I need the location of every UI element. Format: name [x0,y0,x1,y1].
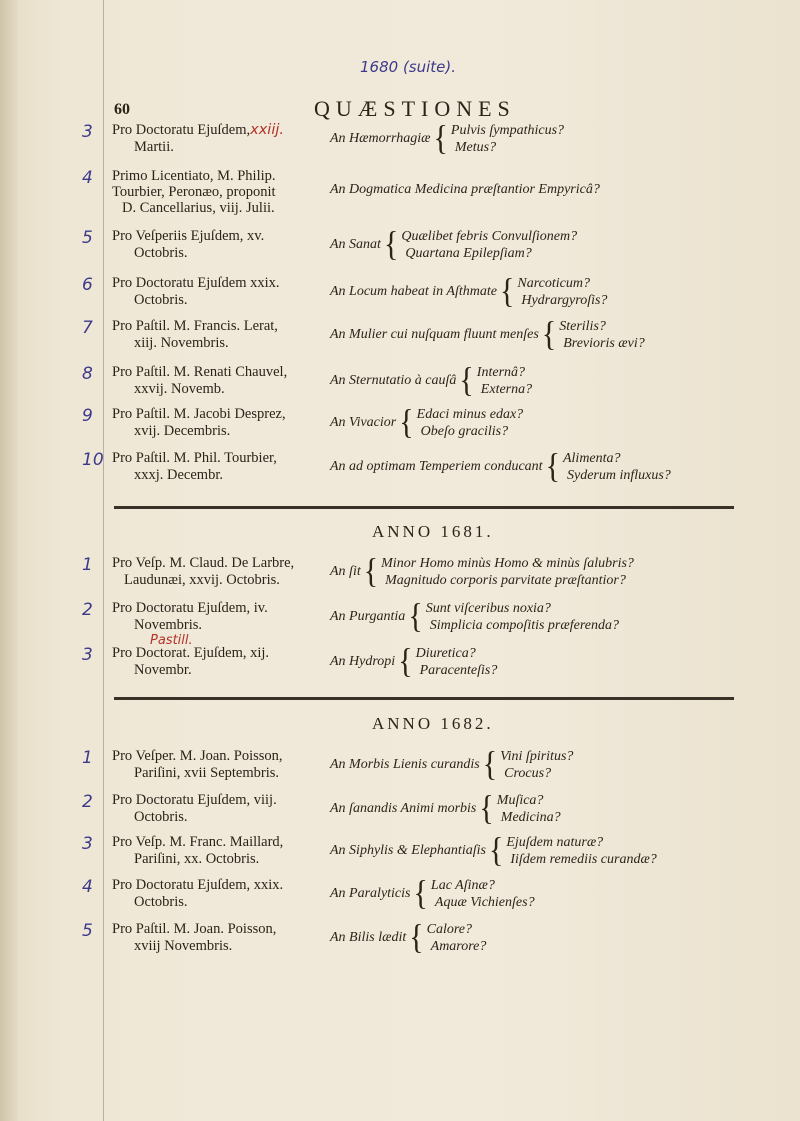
row-number: 4 [82,168,93,188]
question: An Sternutatio à cauſâ { Internâ? Externa? [330,361,533,400]
brace-icon: { [413,874,428,913]
handwritten-correction: xxiij. [250,122,284,138]
row-number: 6 [82,275,93,295]
brace-icon: { [433,119,448,158]
row-number: 5 [82,228,93,248]
row-number: 3 [82,122,93,142]
handwritten-correction: Pastill. [150,633,193,648]
row-number: 3 [82,645,93,665]
brace-icon: { [399,403,414,442]
question: An Sanat { Quælibet febris Convulſionem? Quartana Epilepſiam? [330,225,578,264]
brace-icon: { [488,831,504,870]
row-number: 4 [82,877,93,897]
question: An Locum habeat in Aſthmate { Narcoticum? Hydrargyroſis? [330,272,608,311]
section-divider [114,506,734,509]
thesis-entry: Pro Veſp. M. Claud. De Larbre, Laudunæi, xxvij. Octobris. [112,555,295,588]
question: An Paralyticis { Lac Aſinæ? Aquæ Vichienſes? [330,874,535,913]
brace-icon: { [363,552,379,591]
section-divider [114,697,734,700]
brace-icon: { [409,918,424,957]
row-number: 2 [82,792,93,812]
row-number: 1 [82,555,93,575]
margin-rule [103,0,104,1121]
section-year: ANNO 1681. [372,522,494,541]
question: An Morbis Lienis curandis { Vini ſpiritus? Crocus? [330,745,574,784]
question: An ſit { Minor Homo minùs Homo & minùs ſalubris? Magnitudo corporis parvitate præſtantior? [330,552,634,591]
thesis-entry: Pro Doctoratu Ejuſdem, xxix. Octobris. [112,877,284,910]
brace-icon: { [459,361,474,400]
thesis-entry: Pro Doctoratu Ejuſdem, viij. Octobris. [112,792,277,825]
thesis-entry: Pro Paſtil. M. Phil. Tourbier, xxxj. Decembr. [112,450,277,483]
question: An Hydropi { Diuretica? Paracenteſis? [330,642,498,681]
brace-icon: { [545,447,560,486]
thesis-entry: Pro Doctoratu Ejuſdem, iv. Novembris. [112,600,268,633]
brace-icon: { [398,642,413,681]
brace-icon: { [408,597,423,636]
thesis-entry: Pro Paſtil. M. Jacobi Desprez, xvij. Decembris. [112,406,286,439]
question: An Mulier cui nuſquam fluunt menſes { Sterilis? Brevioris ævi? [330,315,645,354]
thesis-entry: Pro Doctorat. Ejuſdem, xij. Novembr. [112,645,270,678]
row-number: 5 [82,921,93,941]
thesis-entry: Pro Doctoratu Ejuſdem, xxiij. Martii. [112,122,284,155]
row-number: 2 [82,600,93,620]
thesis-entry: Pro Paſtil. M. Renati Chauvel, xxvij. Novemb. [112,364,288,397]
row-number: 3 [82,834,93,854]
question: An Purgantia { Sunt viſceribus noxia? Simplicia compoſitis præferenda? [330,597,619,636]
thesis-entry: Pro Veſperiis Ejuſdem, xv. Octobris. [112,228,265,261]
question: An Siphylis & Elephantiaſis { Ejuſdem naturæ? Iiſdem remediis curandæ? [330,831,657,870]
brace-icon: { [541,315,557,354]
question: An ad optimam Temperiem conducant { Alimenta? Syderum influxus? [330,447,671,486]
brace-icon: { [499,272,515,311]
question: An Bilis lædit { Calore? Amarore? [330,918,487,957]
page-title: QUÆSTIONES [314,96,516,121]
thesis-entry: Pro Veſp. M. Franc. Maillard, Pariſini, xx. Octobris. [112,834,284,867]
thesis-entry: Primo Licentiato, M. Philip. Tourbier, Peronæo, proponit D. Cancellarius, viij. Julii. [112,168,276,216]
brace-icon: { [479,789,494,828]
question: An Hæmorrhagiæ { Pulvis ſympathicus? Metus? [330,119,565,158]
brace-icon: { [383,225,399,264]
section-year: ANNO 1682. [372,714,494,733]
row-number: 9 [82,406,93,426]
question: An ſanandis Animi morbis { Muſica? Medicina? [330,789,561,828]
thesis-entry: Pro Veſper. M. Joan. Poisson, Pariſini, xvii Septembris. [112,748,283,781]
row-number: 1 [82,748,93,768]
thesis-entry: Pro Doctoratu Ejuſdem xxix. Octobris. [112,275,280,308]
row-number: 7 [82,318,93,338]
page-number: 60 [114,101,130,118]
brace-icon: { [482,745,498,784]
row-number: 8 [82,364,93,384]
thesis-entry: Pro Paſtil. M. Francis. Lerat, xiij. Novembris. [112,318,278,351]
thesis-entry: Pro Paſtil. M. Joan. Poisson, xviij Novembris. [112,921,277,954]
question: An Dogmatica Medicina præſtantior Empyricâ? [330,182,600,197]
row-number: 10 [82,450,104,470]
handwritten-annotation: 1680 (suite). [360,58,457,76]
page-binding [0,0,18,1121]
question: An Vivacior { Edaci minus edax? Obeſo gracilis? [330,403,524,442]
